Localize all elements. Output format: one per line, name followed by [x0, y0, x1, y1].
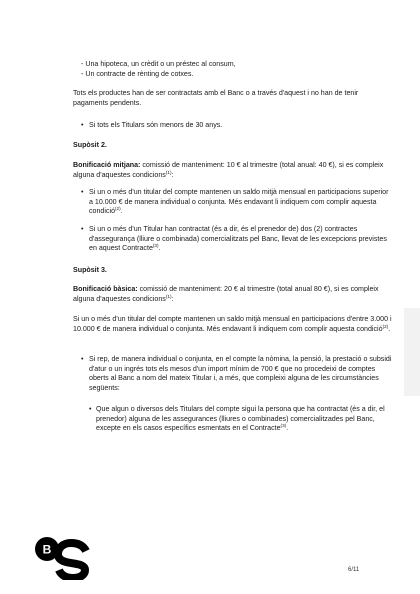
page-number: 6/11	[348, 567, 360, 573]
footnote-ref: (2)	[382, 323, 389, 329]
footnote-ref: (2)	[115, 206, 121, 212]
footnote-ref: (3)	[152, 243, 159, 249]
document-page: - Una hipoteca, un crèdit o un préstec al consum, - Un contracte de rènting de cotxes. Tots els productes han de ser contractats amb el Banc o a través d'aquest i no han de tenir pagaments pendents. • Si tots els Titulars són menors de 30 anys. Supòsit 2. Bonificació mitjana: comissió de manteniment: 10 € al trimestre (total anual: 40 €), si es compleix alguna d'aquestes condicions$^{(1)}$: • Si un o més d'un titular del compte mantenen un saldo mitjà mensual en participacions superior a 10.000 € de manera individual o conjunta. Més endavant li indiquem com complir aquesta condició$^{(2)}$. • Si un o més d'un Titular han contractat (és a dir, és el prenedor de) dos (2) contractes d'assegurança (lliure o combinada) comercialitzats pel Banc, llevat de les excepcions previstes en aquest Contracte$^{(3)}$. Supòsit 3. Bonificació bàsica: comissió de manteniment: 20 € al trimestre (total anual 80 €), si es compleix alguna d'aquestes condicions$^{(1)}$: Si un o més d'un titular del compte mantenen un saldo mitjà mensual en participacions d'entre 3.000 i 10.000 € de manera individual o conjunta. Més endavant li indiquem com complir aquesta condició$^{(2)}$. • Si rep, de manera individual o conjunta, en el compte la nòmina, la pensió, la prestació o subsidi d'atur o un ingrés tots els mesos d'un import mínim de 700 € que no procedeixi de comptes oberts al Banc a nom del mateix Titular i, a més, que compleixi alguna de les circumstàncies següents: • Que algun o diversos dels Titulars del compte sigui la persona que ha contractat (és a dir, el prenedor) alguna de les assegurances (lliures o combinades) comercialitzades pel Banc, excepte en els casos específics esmentats en el Contracte$^{(3)}$. B 6/11	[0, 0, 420, 594]
bullet-icon: •	[81, 355, 84, 363]
section-heading-suposit-3: Supòsit 3.	[73, 266, 107, 274]
scrollbar-track[interactable]	[404, 308, 420, 396]
logo-s-shape	[58, 543, 86, 578]
bonus-label: Bonificació bàsica:	[73, 285, 138, 293]
balance-paragraph: Si un o més d'un titular del compte mantenen un saldo mitjà mensual en participacions d'entre 3.000 i 10.000 € de manera individual o conjunta. Més endavant li indiquem com complir aquesta condició$^{(2)}$.	[73, 315, 392, 333]
bonus-paragraph-mitjana: Bonificació mitjana: comissió de manteniment: 10 € al trimestre (total anual: 40 €), si es compleix alguna d'aquestes condicions$^{(1)}$:	[73, 161, 384, 179]
logo-b-letter: B	[42, 542, 52, 557]
list-item: - Una hipoteca, un crèdit o un préstec al consum,	[81, 60, 236, 68]
list-item: - Un contracte de rènting de cotxes.	[81, 69, 194, 78]
bonus-label: Bonificació mitjana:	[73, 161, 141, 169]
bullet-icon: •	[81, 188, 84, 196]
product-list	[73, 60, 393, 79]
bullet-icon: •	[81, 225, 84, 233]
footnote-ref: (1)	[165, 293, 172, 299]
footnote-ref: (3)	[280, 423, 287, 429]
footnote-ref: (1)	[165, 169, 172, 175]
bank-logo	[34, 536, 92, 580]
bullet-icon: •	[81, 121, 84, 129]
bonus-paragraph-basica: Bonificació bàsica: comissió de manteniment: 20 € al trimestre (total anual 80 €), si es compleix alguna d'aquestes condicions$^{(1)}$:	[73, 285, 379, 303]
section-heading-suposit-2: Supòsit 2.	[73, 141, 107, 149]
products-paragraph: Tots els productes han de ser contractats amb el Banc o a través d'aquest i no han de tenir pagaments pendents.	[73, 89, 359, 107]
bullet-icon: •	[89, 405, 92, 413]
